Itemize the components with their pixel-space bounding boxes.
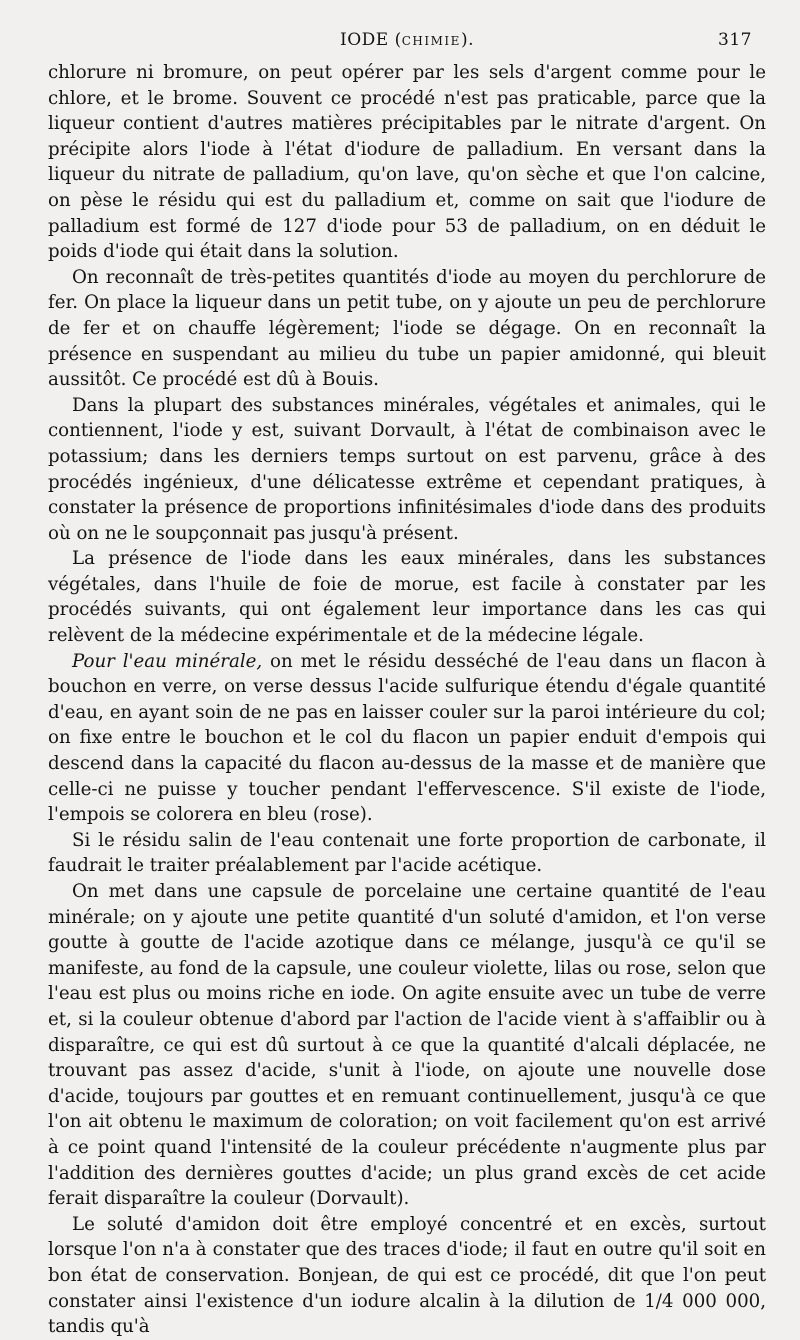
paragraph: On reconnaît de très-petites quantités d'iode au moyen du perchlorure de fer. On place la liqueur dans un petit tube, on y ajoute un peu de perchlorure de fer et on chauffe légèrement; l'iode se dégage. On en reconnaît la présence en suspendant au milieu du tube un papier amidonné, qui bleuit aussitôt. Ce procédé est dû à Bouis. bbox=[48, 266, 766, 391]
running-title-main: IODE bbox=[340, 30, 389, 50]
paragraph-body: on met le résidu desséché de l'eau dans un flacon à bouchon en verre, on verse dessus l'acide sulfurique étendu d'égale quantité d'eau, en ayant soin de ne pas en laisser couler sur la paroi intérieure du col; on fixe entre le bouchon et le col du flacon un papier enduit d'empois qui descend dans la capacité du flacon au-dessus de la masse et de manière que celle-ci ne puisse y toucher pendant l'effervescence. S'il existe de l'iode, l'empois se colorera en bleu (rose). bbox=[48, 650, 766, 826]
running-head bbox=[48, 30, 766, 60]
page-number: 317 bbox=[718, 30, 752, 50]
paragraph: La présence de l'iode dans les eaux minérales, dans les substances végétales, dans l'huile de foie de morue, est facile à constater par les procédés suivants, qui ont également leur importance dans les cas qui relèvent de la médecine expérimentale et de la médecine légale. bbox=[48, 548, 766, 647]
paragraph: Dans la plupart des substances minérales, végétales et animales, qui le contiennent, l'iode y est, suivant Dorvault, à l'état de combinaison avec le potassium; dans les derniers temps surtout on est parvenu, grâce à des procédés ingénieux, d'une délicatesse extrême et cependant pratiques, à constater la présence de proportions infinitésimales d'iode dans des produits où on ne le soupçonnait pas jusqu'à présent. bbox=[48, 394, 766, 544]
paragraph: Le soluté d'amidon doit être employé concentré et en excès, surtout lorsque l'on n'a à constater que des traces d'iode; il faut en outre qu'il soit en bon état de conservation. Bonjean, de qui est ce procédé, dit que l'on peut constater ainsi l'existence d'un iodure alcalin à la dilution de 1/4 000 000, tandis qu'à bbox=[48, 1213, 766, 1338]
running-title-paren-open: ( bbox=[388, 30, 402, 50]
paragraph: chlorure ni bromure, on peut opérer par les sels d'argent comme pour le chlore, et le brome. Souvent ce procédé n'est pas praticable, parce que la liqueur contient d'autres matières précipitables par le nitrate d'argent. On précipite alors l'iode à l'état d'iodure de palladium. En versant dans la liqueur du nitrate de palladium, qu'on lave, qu'on sèche et que l'on calcine, on pèse le résidu qui est du palladium et, comme on sait que l'iodure de palladium est formé de 127 d'iode pour 53 de palladium, on en déduit le poids d'iode qui était dans la solution. bbox=[48, 62, 766, 263]
body-text bbox=[48, 60, 766, 1340]
paragraph: On met dans une capsule de porcelaine une certaine quantité de l'eau minérale; on y ajoute une petite quantité d'un soluté d'amidon, et l'on verse goutte à goutte de l'acide azotique dans ce mélange, jusqu'à ce qu'il se manifeste, au fond de la capsule, une couleur violette, lilas ou rose, selon que l'eau est plus ou moins riche en iode. On agite ensuite avec un tube de verre et, si la couleur obtenue d'abord par l'action de l'acide vient à s'affaiblir ou à disparaître, ce qui est dû surtout à ce que la quantité d'alcali déplacée, ne trouvant pas assez d'acide, s'unit à l'iode, on ajoute une nouvelle dose d'acide, toujours par gouttes et en remuant continuellement, jusqu'à ce que l'on ait obtenu le maximum de coloration; on voit facilement qu'on est arrivé à ce point quand l'intensité de la couleur précédente n'augmente plus par l'addition des dernières gouttes d'acide; un plus grand excès de cet acide ferait disparaître la couleur (Dorvault). bbox=[48, 881, 766, 1210]
paragraph-italic-lead: Pour l'eau minérale, bbox=[72, 650, 263, 672]
running-title bbox=[340, 30, 474, 50]
running-title-paren-close: ). bbox=[460, 30, 474, 50]
paragraph bbox=[48, 649, 766, 828]
running-title-smallcaps: CHIMIE bbox=[401, 34, 461, 48]
paragraph: Si le résidu salin de l'eau contenait une forte proportion de carbonate, il faudrait le traiter préalablement par l'acide acétique. bbox=[48, 829, 766, 877]
